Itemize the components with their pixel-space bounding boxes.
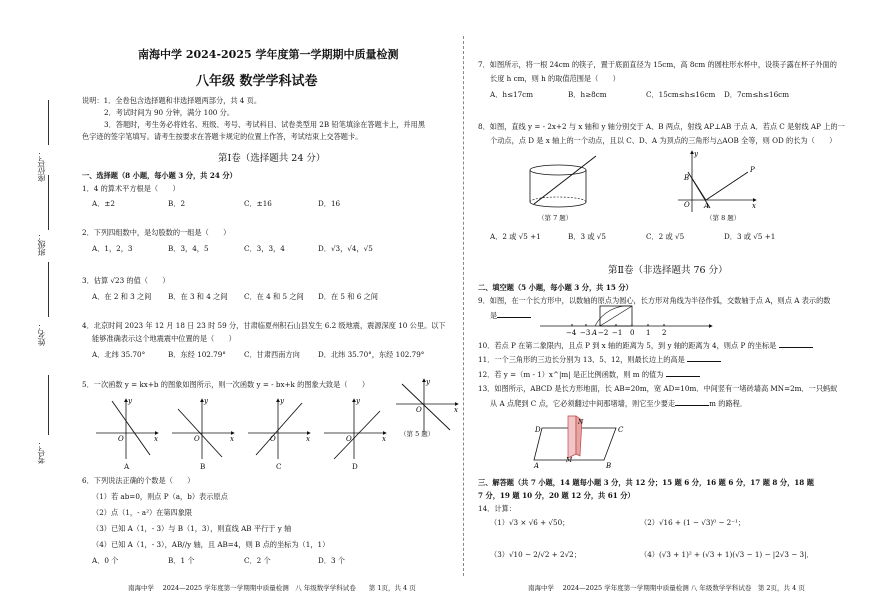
q11 xyxy=(478,354,721,364)
q5-figure-caption: （第 5 题） xyxy=(400,430,435,438)
side-blank-name xyxy=(48,262,49,317)
svg-text:O: O xyxy=(270,435,276,443)
school-title: 南海中学 2024-2025 学年度第一学期期中质量检测 xyxy=(138,48,399,61)
q8-option-b: B．3 或 √5 xyxy=(568,232,606,241)
q1-option-a: A．±2 xyxy=(92,199,115,208)
q5-graph-a xyxy=(96,397,158,459)
side-label-seat: 座位号： xyxy=(37,150,46,182)
svg-text:x: x xyxy=(154,435,158,443)
q12-answer-blank[interactable] xyxy=(666,369,700,377)
q1-option-d: D．16 xyxy=(318,199,341,208)
q5-stem: 5．一次函数 y = kx+b 的图象如图所示，则一次函数 y = - bx+k 的图象大致是（ ） xyxy=(82,380,370,389)
svg-text:x: x xyxy=(752,202,756,210)
q6-option-c: C．2 个 xyxy=(244,556,271,565)
q11-text: 11．一个三角形的三边长分别为 13、5、12，则最长边上的高是 xyxy=(478,355,685,364)
q9-line-2-text: 是 xyxy=(490,311,498,320)
q4-option-c: C．甘肃西南方向 xyxy=(244,350,300,359)
q6-option-d: D．3 个 xyxy=(318,556,345,565)
svg-text:x: x xyxy=(454,406,458,414)
q13-line-1: 13．如图所示，ABCD 是长方形地面，长 AB=20m，宽 AD=10m．中间竖有一堵砖墙高 MN=2m．一只蚂蚁 xyxy=(478,384,838,393)
svg-text:B: B xyxy=(684,174,690,182)
q6-item-3: （3）已知 A（1，- 3）与 B（1，3），则直线 AB 平行于 y 轴 xyxy=(92,524,292,533)
svg-text:O: O xyxy=(684,201,690,209)
q13-wall-figure xyxy=(532,412,632,470)
side-label-kaohao: 考号： xyxy=(37,440,46,464)
notes-line-3: 3．答题时，考生务必将姓名、班级、考号、考试科目、试卷类型用 2B 铅笔填涂在答题卡上，并用黑 xyxy=(104,120,425,129)
q7-figure-caption: （第 7 题） xyxy=(538,214,573,222)
q6-item-1: （1）若 ab=0，则点 P（a，b）表示原点 xyxy=(92,492,228,501)
q8-line-1: 8．如图，直线 y = - 2x+2 与 x 轴和 y 轴分别交于 A、B 两点，射线 AP⊥AB 于点 A．若点 C 是射线 AP 上的一 xyxy=(478,122,845,131)
svg-text:y: y xyxy=(426,378,430,386)
svg-text:B: B xyxy=(606,462,612,470)
q5-option-d: D xyxy=(352,462,358,471)
svg-text:O: O xyxy=(346,435,352,443)
q14-part-4: （4）(√3 + 1)² + (√3 + 1)(√3 − 1) − |2√3 − 3|． xyxy=(640,550,814,559)
svg-text:−1: −1 xyxy=(612,329,623,337)
svg-text:2: 2 xyxy=(662,329,667,337)
right-footer: 南海中学 2024—2025 学年度第一学期期中质量检测 八 年级数学学科试卷 第 2页，共 4 页 xyxy=(528,584,805,592)
notes-line-2: 2．考试时间为 90 分钟，满分 100 分。 xyxy=(104,108,235,117)
q2-option-c: C．3，3，4 xyxy=(244,244,285,253)
side-label-name: 姓名： xyxy=(37,322,46,346)
q7-cylinder-figure xyxy=(520,152,600,214)
q13-line-2 xyxy=(490,398,747,408)
svg-text:O: O xyxy=(416,406,422,414)
q3-option-b: B．在 3 和 4 之间 xyxy=(168,292,228,301)
section2-heading: 二、填空题（5 小题，每小题 3 分，共 15 分） xyxy=(478,283,633,292)
q7-line-1: 7．如图所示，将一根 24cm 的筷子，置于底面直径为 15cm，高 8cm 的圆柱形水杯中，设筷子露在杯子外面的 xyxy=(478,60,837,69)
q7-option-c: C．15cm≤h≤16cm xyxy=(646,90,716,99)
q5-graph-d xyxy=(324,397,386,459)
side-blank-seat xyxy=(48,100,49,145)
side-blank-kaohao xyxy=(48,375,49,435)
svg-text:y: y xyxy=(356,397,360,405)
q4-option-a: A．北纬 35.70° xyxy=(92,350,146,359)
q9-line-2 xyxy=(490,310,531,320)
q5-graph-c xyxy=(248,397,310,459)
svg-text:−4: −4 xyxy=(566,329,577,337)
q4-stem-line-1: 4．北京时间 2023 年 12 月 18 日 23 时 59 分，甘肃临夏州积石山县发生 6.2 级地震，震源深度 10 公里。以下 xyxy=(82,321,446,330)
side-blank-class xyxy=(48,175,49,230)
side-label-class: 班级： xyxy=(37,232,46,256)
q10 xyxy=(478,340,813,350)
q5-graph-b xyxy=(172,397,234,459)
q4-option-b: B．东经 102.79° xyxy=(168,350,226,359)
q14-heading: 14．计算： xyxy=(478,504,516,513)
q12-text: 12．若 y =（m - 1）x^|m| 是正比例函数，则 m 的值为 xyxy=(478,370,664,379)
section3-heading-line-1: 三、解答题（共 7 小题，14 题每小题 3 分，共 12 分；15 题 6 分，16 题 6 分，17 题 8 分，18 题 xyxy=(478,478,814,487)
q5-given-graph xyxy=(392,376,462,434)
svg-text:M: M xyxy=(566,457,573,464)
q7-option-b: B．h≥8cm xyxy=(568,90,607,99)
q13-line-2-text: 从 A 点爬到 C 点，它必须翻过中间那堵墙，则它至少要走 xyxy=(490,399,676,408)
svg-text:A: A xyxy=(592,329,598,337)
q14-part-3: （3）√10 − 2/√2 + 2√2； xyxy=(490,550,581,559)
svg-text:x: x xyxy=(230,435,234,443)
q14-part-2: （2）√16 + (1 − √3)⁰ − 2⁻¹； xyxy=(640,518,746,527)
q6-stem: 6．下列说法正确的个数是（ ） xyxy=(82,476,195,485)
q5-option-c: C xyxy=(276,462,282,471)
q5-option-b: B xyxy=(200,462,206,471)
q8-line-2: 个动点，点 D 是 x 轴上的一个动点，且以 C、D、A 为顶点的三角形与△AOB 全等，则 OD 的长为（ ） xyxy=(490,136,837,145)
svg-text:1: 1 xyxy=(646,329,651,337)
q10-text: 10．若点 P 在第二象限内，且点 P 到 x 轴的距离为 5，到 y 轴的距离为 4，则点 P 的坐标是 xyxy=(478,341,777,350)
q9-answer-blank[interactable] xyxy=(497,310,531,318)
svg-text:P: P xyxy=(750,166,755,174)
q2-option-d: D．√3，√4，√5 xyxy=(318,244,373,253)
notes-line-4: 色字迹的签字笔填写。请考生按要求在答题卡规定的位置上作答，考试结束上交答题卡。 xyxy=(82,132,363,141)
q11-answer-blank[interactable] xyxy=(687,354,721,362)
subject-title: 八年级 数学学科试卷 xyxy=(196,74,318,89)
q5-option-graphs xyxy=(90,393,390,465)
q6-item-4: （4）已知 A（1，- 3），AB//y 轴，且 AB=4，则 B 点的坐标为（1，1） xyxy=(92,540,330,549)
svg-text:A: A xyxy=(534,462,540,470)
q4-option-d: D．北纬 35.70°，东经 102.79° xyxy=(318,350,425,359)
q1-option-b: B．2 xyxy=(168,199,186,208)
q3-option-a: A．在 2 和 3 之间 xyxy=(92,292,152,301)
q10-answer-blank[interactable] xyxy=(779,340,813,348)
q14-part-1: （1）√3 × √6 + √50； xyxy=(490,518,570,527)
svg-text:y: y xyxy=(280,397,284,405)
part1-title: 第Ⅰ卷（选择题共 24 分） xyxy=(218,153,326,164)
svg-text:C: C xyxy=(618,426,624,434)
notes-line-1: 说明：1．全卷包含选择题和非选择题两部分，共 4 页。 xyxy=(82,96,262,105)
svg-text:y: y xyxy=(204,397,208,405)
section3-heading-line-2: 7 分，19 题 10 分，20 题 12 分，共 61 分） xyxy=(478,491,635,500)
svg-text:x: x xyxy=(382,435,386,443)
q1-stem: 1．4 的算术平方根是（ ） xyxy=(82,184,180,193)
q4-stem-line-2: 能够准确表示这个地震震中位置的是（ ） xyxy=(92,334,236,343)
q6-option-a: A．0 个 xyxy=(92,556,119,565)
q3-stem: 3．估算 √23 的值（ ） xyxy=(82,276,170,285)
q2-option-b: B．3，4，5 xyxy=(168,244,209,253)
q3-option-c: C．在 4 和 5 之间 xyxy=(244,292,304,301)
page-divider xyxy=(463,36,464,576)
svg-text:x: x xyxy=(306,435,310,443)
section1-heading: 一、选择题（8 小题，每小题 3 分，共 24 分） xyxy=(82,171,237,180)
q9-line-1: 9．如图，在一个长方形中，以数轴的原点为圆心，长方形对角线为半径作弧，交数轴于点 A，则点 A 表示的数 xyxy=(478,296,831,305)
q8-option-a: A．2 或 √5 +1 xyxy=(490,232,541,241)
q6-option-b: B．1 个 xyxy=(168,556,195,565)
svg-text:−3: −3 xyxy=(580,329,591,337)
q8-coordinate-figure xyxy=(670,148,760,214)
q13-line-2-end: m 的路程． xyxy=(709,399,748,408)
q1-option-c: C．±16 xyxy=(244,199,272,208)
svg-text:O: O xyxy=(118,435,124,443)
svg-text:−2: −2 xyxy=(598,329,609,337)
q5-option-a: A xyxy=(124,462,130,471)
q12 xyxy=(478,369,700,379)
svg-text:0: 0 xyxy=(630,329,635,337)
svg-text:N: N xyxy=(578,419,584,426)
svg-text:O: O xyxy=(194,435,200,443)
q9-number-line-figure xyxy=(536,302,716,338)
svg-text:y: y xyxy=(128,397,132,405)
q7-option-d: D．7cm≤h≤16cm xyxy=(724,90,790,99)
left-footer: 南海中学 2024—2025 学年度第一学期期中质量检测 八 年级数学学科试卷 第 1页，共 4 页 xyxy=(128,584,416,592)
q7-line-2: 长度 h cm，则 h 的取值范围是（ ） xyxy=(490,74,620,83)
q7-option-a: A．h≤17cm xyxy=(490,90,534,99)
q6-item-2: （2）点（1，- a²）在第四象限 xyxy=(92,508,193,517)
q8-figure-caption: （第 8 题） xyxy=(706,214,741,222)
q13-answer-blank[interactable] xyxy=(675,398,709,406)
svg-text:y: y xyxy=(694,150,698,158)
svg-text:D: D xyxy=(535,426,541,434)
svg-text:A: A xyxy=(704,202,710,210)
q2-option-a: A．1，2，3 xyxy=(92,244,133,253)
part2-title: 第Ⅱ卷（非选择题共 76 分） xyxy=(608,265,728,276)
q2-stem: 2．下列四组数中，是勾股数的一组是（ ） xyxy=(82,228,231,237)
q8-option-c: C．2 或 √5 xyxy=(646,232,685,241)
q3-option-d: D．在 5 和 6 之间 xyxy=(318,292,378,301)
q8-option-d: D．3 或 √5 +1 xyxy=(724,232,776,241)
